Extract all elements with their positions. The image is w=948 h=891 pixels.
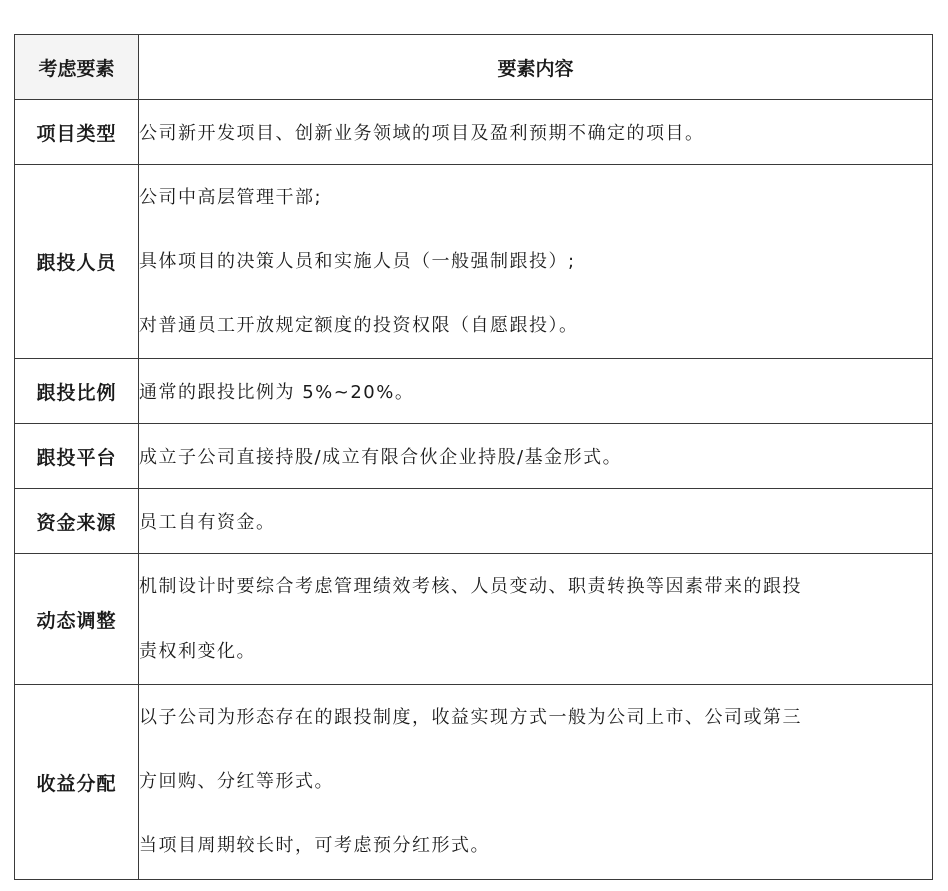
content-line: 以子公司为形态存在的跟投制度，收益实现方式一般为公司上市、公司或第三 [139, 707, 802, 728]
table-row [15, 489, 933, 554]
row-label-funding: 资金来源 [15, 489, 139, 554]
content-line: 方回购、分红等形式。 [139, 771, 334, 792]
content-line: 具体项目的决策人员和实施人员（一般强制跟投）; [139, 250, 576, 272]
row-label-adjustment: 动态调整 [15, 554, 139, 685]
row-content-project-type [139, 100, 933, 165]
row-content-funding [139, 489, 933, 554]
table-row [15, 165, 933, 359]
row-content-adjustment [139, 554, 933, 685]
content-line: 当项目周期较长时，可考虑预分红形式。 [139, 835, 490, 856]
row-label-ratio: 跟投比例 [15, 359, 139, 424]
header-content: 要素内容 [139, 35, 933, 100]
table-row [15, 554, 933, 685]
row-label-distribution: 收益分配 [15, 685, 139, 880]
row-label-participants: 跟投人员 [15, 165, 139, 359]
factors-table [14, 34, 933, 880]
table-row [15, 359, 933, 424]
content-line: 通常的跟投比例为 5%~20%。 [139, 382, 415, 403]
table-header-row [15, 35, 933, 100]
row-content-distribution [139, 685, 933, 880]
content-line: 公司新开发项目、创新业务领域的项目及盈利预期不确定的项目。 [139, 123, 705, 144]
factors-table-container [14, 34, 932, 880]
content-line: 责权利变化。 [139, 641, 256, 662]
content-line: 员工自有资金。 [139, 512, 276, 533]
row-content-participants [139, 165, 933, 359]
content-line: 成立子公司直接持股/成立有限合伙企业持股/基金形式。 [139, 447, 623, 468]
row-label-project-type: 项目类型 [15, 100, 139, 165]
row-label-platform: 跟投平台 [15, 424, 139, 489]
content-line: 对普通员工开放规定额度的投资权限（自愿跟投）。 [139, 314, 579, 336]
content-line: 公司中高层管理干部; [139, 186, 323, 208]
row-content-platform [139, 424, 933, 489]
table-row [15, 424, 933, 489]
content-line: 机制设计时要综合考虑管理绩效考核、人员变动、职责转换等因素带来的跟投 [139, 576, 802, 597]
header-factor: 考虑要素 [15, 35, 139, 100]
table-row [15, 685, 933, 880]
table-row [15, 100, 933, 165]
row-content-ratio [139, 359, 933, 424]
